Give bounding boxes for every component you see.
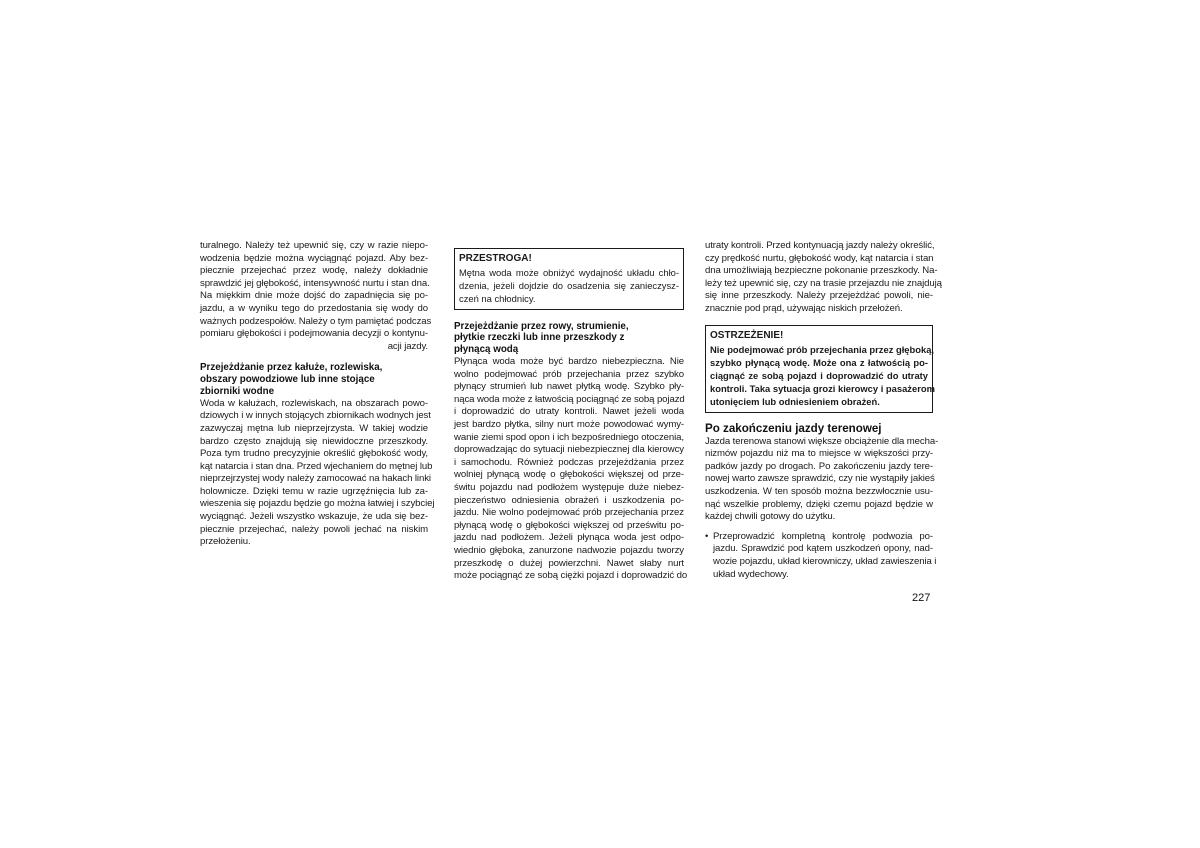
text-line: piecznie przejechać, należy powoli jechać na niskim	[200, 523, 428, 535]
text-line: ważnych podzespołów. Należy o tym pamiętać podczas	[200, 315, 432, 327]
text-line: wiednio głęboka, zanurzone nadwozie pojazdu tworzy	[454, 544, 684, 556]
warning-box	[705, 325, 933, 413]
bullet-list-item	[705, 530, 937, 581]
text-line: płynący strumień lub nawet płytką wodę. Szybko pły-	[454, 381, 684, 393]
text-line: Woda w kałużach, rozlewiskach, na obszarach powo-	[200, 397, 428, 409]
heading-line: obszary powodziowe lub inne stojące	[200, 374, 375, 386]
text-line: doprowadzając do sytuacji niebezpiecznej dla kierowcy	[454, 444, 684, 456]
text-line: Jazda terenowa stanowi większe obciążenie dla mecha-	[705, 435, 939, 447]
text-line: wolno podejmować prób przejechania przez szybko	[454, 368, 684, 380]
text-line: utraty kontroli. Przed kontynuacją jazdy należy określić,	[705, 240, 935, 251]
text-line: jazdu, a w wyniku tego do przedostania się wody do	[200, 302, 428, 314]
text-line: Mętna woda może obniżyć wydajność układu chło-	[459, 267, 679, 278]
heading-line: zbiorniki wodne	[200, 385, 275, 397]
text-line: uszkodzenia. W ten sposób można bezzwłocznie usu-	[705, 485, 933, 497]
text-line: turalnego. Należy też upewnić się, czy w razie niepo-	[200, 240, 428, 251]
bullet-icon: •	[705, 530, 709, 542]
text-line: Poza tym trudno precyzyjnie określić głębokość wody,	[200, 448, 428, 460]
text-line: bardzo często znajdują się niewidoczne przeszkody.	[200, 435, 428, 447]
text-line: piecznie przejechać przez wodę, należy dokładnie	[200, 265, 428, 277]
col1-section-heading	[200, 362, 428, 397]
text-line: wodzenia będzie można wyciągnąć pojazd. Aby bez-	[200, 252, 428, 264]
text-line: wanie ziemi spod opon i ich bezpośredniego otoczenia,	[454, 431, 684, 443]
text-line: i samochodu. Również podczas przejeżdżania przez	[454, 456, 684, 468]
text-line: czy prędkość nurtu, głębokość wody, kąt natarcia i stan	[705, 252, 934, 264]
text-line: zazwyczaj mętna lub nieprzejrzysta. W takiej wodzie	[200, 422, 428, 434]
text-line: holownicze. Dzięki temu w razie ugrzęźnięcia lub za-	[200, 485, 428, 497]
text-line: nieprzejrzystej wody należy zamocować na hakach linki	[200, 473, 431, 485]
column-right	[705, 240, 942, 581]
text-line: pieczeństwo odniesienia obrażeń i uszkodzenia po-	[454, 494, 684, 506]
text-line: Nie podejmować prób przejechania przez głęboką,	[710, 343, 935, 355]
caution-text	[459, 266, 679, 306]
text-line: przełożeniu.	[200, 536, 251, 548]
text-line: może pociągnąć ze sobą ciężki pojazd i doprowadzić do	[454, 570, 688, 582]
col2-paragraph	[454, 356, 688, 583]
heading-line: Przejeżdżanie przez kałuże, rozlewiska,	[200, 362, 383, 374]
text-line: acji jazdy.	[387, 340, 428, 352]
text-line: ciągnąć ze sobą pojazd i doprowadzić do utraty	[710, 369, 928, 381]
text-line: płynącą wodę o głębokości większej od prześwitu po-	[454, 519, 684, 531]
col1-paragraph-1	[200, 240, 432, 353]
column-middle	[454, 240, 688, 583]
text-line: nizmów pojazdu niż ma to miejsce w większości przy-	[705, 448, 933, 460]
text-line: znacznie pod prąd, używając niskich przełożeń.	[705, 302, 903, 314]
text-line: szybko płynącą wodę. Może ona z łatwością po-	[710, 356, 928, 368]
text-line: nąca woda może z łatwością pociągnąć ze sobą pojazd	[454, 393, 685, 405]
text-line: jazdu. Nie wolno podejmować prób przejechania przez	[454, 507, 684, 519]
text-line: się inne przeszkody. Należy przejeżdżać powoli, nie-	[705, 290, 933, 302]
text-line: Przeprowadzić kompletną kontrolę podwozia po-	[713, 530, 933, 542]
caution-title: PRZESTROGA!	[459, 253, 532, 264]
col3-section-heading: Po zakończeniu jazdy terenowej	[705, 421, 882, 435]
text-line: wyciągnąć. Jeżeli wszystko wskazuje, że uda się bez-	[200, 511, 428, 523]
heading-line: płynącą wodą	[454, 344, 519, 356]
page-number: 227	[912, 592, 931, 604]
text-line: układ wydechowy.	[713, 568, 789, 580]
text-line: nowej warto zawsze sprawdzić, czy nie wystąpiły jakieś	[705, 473, 935, 485]
text-line: Płynąca woda może być bardzo niebezpieczna. Nie	[454, 356, 684, 367]
text-line: padków jazdy po drogach. Po zakończeniu jazdy tere-	[705, 460, 933, 472]
heading-line: Przejeżdżanie przez rowy, strumienie,	[454, 320, 629, 332]
column-left	[200, 240, 435, 549]
text-line: czeń na chłodnicy.	[459, 293, 536, 305]
text-line: świtu pojazdu nad podłożem występuje duże niebez-	[454, 481, 684, 493]
text-line: Na miękkim dnie może dojść do zapadnięcia się po-	[200, 290, 428, 302]
text-line: przeszkodę o dużej powierzchni. Nawet słaby nurt	[454, 557, 684, 569]
text-line: każdej chwili gotowy do użytku.	[705, 511, 836, 523]
text-line: wozie pojazdu, układ kierowniczy, układ zawieszenia i	[713, 555, 937, 567]
text-line: dzenia, jeżeli dojdzie do osadzenia się zanieczysz-	[459, 280, 679, 292]
text-line: wolniej płynącą wodę o głębokości większej od prze-	[454, 469, 684, 481]
col1-paragraph-2	[200, 397, 435, 549]
col2-section-heading	[454, 321, 684, 356]
text-line: sprawdzić jej głębokość, intensywność nurtu i stan dna.	[200, 277, 430, 289]
text-line: nąć wszelkie problemy, dzięki czemu pojazd będzie w	[705, 498, 933, 510]
text-line: jazdu. Sprawdzić pod kątem uszkodzeń opony, nad-	[713, 543, 933, 555]
text-line: wieszenia się pojazdu będzie go można łatwiej i szybciej	[200, 498, 435, 510]
text-line: kąt natarcia i stan dna. Przed wjechaniem do mętnej lub	[200, 460, 433, 472]
text-line: pomiaru głębokości i podejmowania decyzji o kontynu-	[200, 328, 428, 340]
heading-line: płytkie rzeczki lub inne przeszkody z	[454, 332, 625, 344]
col3-paragraph-1	[705, 240, 942, 316]
text-line: dziowych i w innych stojących zbiornikach wodnych jest	[200, 410, 431, 422]
bullet-text	[713, 530, 937, 581]
text-line: leży też upewnić się, czy na trasie przejazdu nie znajdują	[705, 277, 942, 289]
warning-text	[710, 343, 935, 409]
caution-box	[454, 248, 684, 310]
text-line: jazdu nad podłożem. Jeżeli płynąca woda jest odpo-	[454, 532, 684, 544]
col3-paragraph-2	[705, 435, 939, 524]
warning-title: OSTRZEŻENIE!	[710, 329, 784, 341]
text-line: dna umożliwiają bezpieczne pokonanie przeszkody. Na-	[705, 265, 938, 277]
text-line: jest bardzo płytka, silny nurt może powodować wymy-	[454, 418, 684, 430]
text-line: i doprowadzić do utraty kontroli. Nawet jeżeli woda	[454, 406, 684, 418]
text-line: utonięciem lub odniesieniem obrażeń.	[710, 396, 880, 408]
text-line: kontroli. Taka sytuacja grozi kierowcy i pasażerom	[710, 383, 935, 395]
